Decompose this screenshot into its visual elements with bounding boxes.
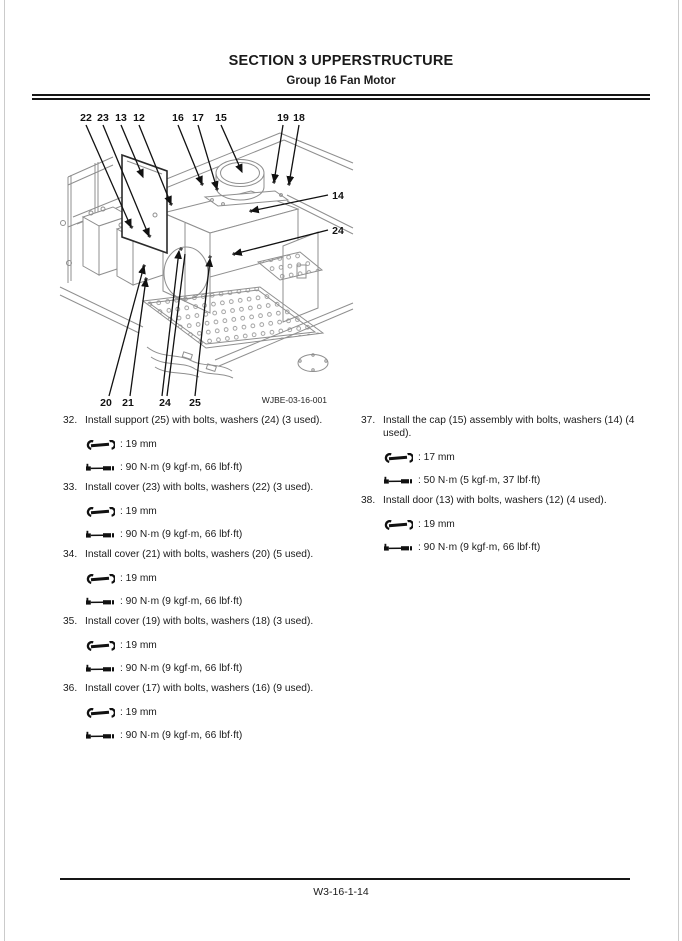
round-cover bbox=[298, 354, 328, 372]
page-right-edge bbox=[678, 0, 679, 941]
footer-rule bbox=[60, 878, 630, 880]
callout-19: 19 bbox=[277, 112, 289, 124]
torque-value: : 90 N·m (9 kgf·m, 66 lbf·ft) bbox=[120, 596, 243, 607]
callout-12: 12 bbox=[133, 112, 145, 124]
torque-value: : 90 N·m (9 kgf·m, 66 lbf·ft) bbox=[120, 462, 243, 473]
torque-spec bbox=[85, 462, 361, 473]
wrench-icon bbox=[85, 574, 115, 584]
torque-spec bbox=[383, 542, 659, 553]
wrench-size: : 19 mm bbox=[120, 439, 157, 450]
step-text: Install cover (17) with bolts, washers (16) (9 used). bbox=[85, 683, 314, 694]
wrench-icon bbox=[383, 520, 413, 530]
instructions-right-column bbox=[361, 414, 659, 561]
wrench-icon bbox=[383, 453, 413, 463]
figure-code: WJBE-03-16-001 bbox=[261, 395, 327, 405]
torque-spec bbox=[383, 475, 659, 486]
wrench-size: : 19 mm bbox=[120, 640, 157, 651]
step-text: Install cover (19) with bolts, washers (18) (3 used). bbox=[85, 616, 314, 627]
wrench-icon bbox=[85, 507, 115, 517]
step-33 bbox=[63, 481, 361, 540]
torque-value: : 90 N·m (9 kgf·m, 66 lbf·ft) bbox=[120, 730, 243, 741]
step-number: 38. bbox=[361, 495, 376, 506]
torque-value: : 90 N·m (9 kgf·m, 66 lbf·ft) bbox=[120, 529, 243, 540]
wrench-size: : 17 mm bbox=[418, 452, 455, 463]
door-panel bbox=[122, 155, 167, 253]
wrench-spec bbox=[85, 640, 361, 651]
callout-13: 13 bbox=[115, 112, 127, 124]
torque-wrench-icon bbox=[383, 543, 413, 553]
wrench-icon bbox=[85, 641, 115, 651]
callout-20: 20 bbox=[100, 397, 112, 409]
callout-24-right: 24 bbox=[332, 225, 344, 237]
wrench-size: : 19 mm bbox=[120, 707, 157, 718]
torque-value: : 50 N·m (5 kgf·m, 37 lbf·ft) bbox=[418, 475, 541, 486]
step-text: Install the cap (15) assembly with bolts, washers (14) (4 used). bbox=[383, 415, 635, 439]
step-35 bbox=[63, 615, 361, 674]
torque-wrench-icon bbox=[85, 530, 115, 540]
step-number: 35. bbox=[63, 616, 78, 627]
group-title: Group 16 Fan Motor bbox=[286, 75, 396, 87]
step-text: Install cover (23) with bolts, washers (22) (3 used). bbox=[85, 482, 314, 493]
step-number: 34. bbox=[63, 549, 78, 560]
wrench-spec bbox=[85, 506, 361, 517]
torque-spec bbox=[85, 596, 361, 607]
torque-wrench-icon bbox=[85, 731, 115, 741]
callout-23: 23 bbox=[97, 112, 109, 124]
wrench-spec bbox=[383, 452, 659, 463]
step-36 bbox=[63, 682, 361, 741]
callout-18: 18 bbox=[293, 112, 305, 124]
fan-motor-exploded-diagram bbox=[55, 105, 355, 410]
step-32 bbox=[63, 414, 361, 473]
wrench-size: : 19 mm bbox=[120, 573, 157, 584]
callout-15: 15 bbox=[215, 112, 227, 124]
step-38 bbox=[361, 494, 659, 553]
torque-wrench-icon bbox=[85, 463, 115, 473]
torque-spec bbox=[85, 663, 361, 674]
callout-17: 17 bbox=[192, 112, 204, 124]
step-text: Install cover (21) with bolts, washers (20) (5 used). bbox=[85, 549, 314, 560]
wrench-size: : 19 mm bbox=[120, 506, 157, 517]
torque-wrench-icon bbox=[383, 476, 413, 486]
page-left-edge bbox=[4, 0, 5, 941]
wrench-icon bbox=[85, 708, 115, 718]
wrench-spec bbox=[85, 439, 361, 450]
wrench-icon bbox=[85, 440, 115, 450]
wrench-spec bbox=[85, 707, 361, 718]
torque-wrench-icon bbox=[85, 597, 115, 607]
wrench-spec bbox=[85, 573, 361, 584]
step-number: 33. bbox=[63, 482, 78, 493]
callout-16: 16 bbox=[172, 112, 184, 124]
callout-14: 14 bbox=[332, 190, 344, 202]
section-title: SECTION 3 UPPERSTRUCTURE bbox=[228, 53, 454, 69]
callout-25: 25 bbox=[189, 397, 201, 409]
torque-value: : 90 N·m (9 kgf·m, 66 lbf·ft) bbox=[120, 663, 243, 674]
torque-wrench-icon bbox=[85, 664, 115, 674]
callout-24-bottom: 24 bbox=[159, 397, 171, 409]
instructions-left-column bbox=[63, 414, 361, 749]
header-double-rule bbox=[32, 94, 650, 100]
step-number: 37. bbox=[361, 415, 376, 426]
step-text: Install door (13) with bolts, washers (12) (4 used). bbox=[383, 495, 607, 506]
torque-value: : 90 N·m (9 kgf·m, 66 lbf·ft) bbox=[418, 542, 541, 553]
step-text: Install support (25) with bolts, washers (24) (3 used). bbox=[85, 415, 323, 426]
page-number: W3-16-1-14 bbox=[313, 886, 369, 898]
step-37 bbox=[361, 414, 659, 486]
callout-22: 22 bbox=[80, 112, 92, 124]
wrench-size: : 19 mm bbox=[418, 519, 455, 530]
step-34 bbox=[63, 548, 361, 607]
cables bbox=[147, 347, 233, 378]
step-number: 32. bbox=[63, 415, 78, 426]
wrench-spec bbox=[383, 519, 659, 530]
torque-spec bbox=[85, 730, 361, 741]
step-number: 36. bbox=[63, 683, 78, 694]
callout-21: 21 bbox=[122, 397, 134, 409]
torque-spec bbox=[85, 529, 361, 540]
